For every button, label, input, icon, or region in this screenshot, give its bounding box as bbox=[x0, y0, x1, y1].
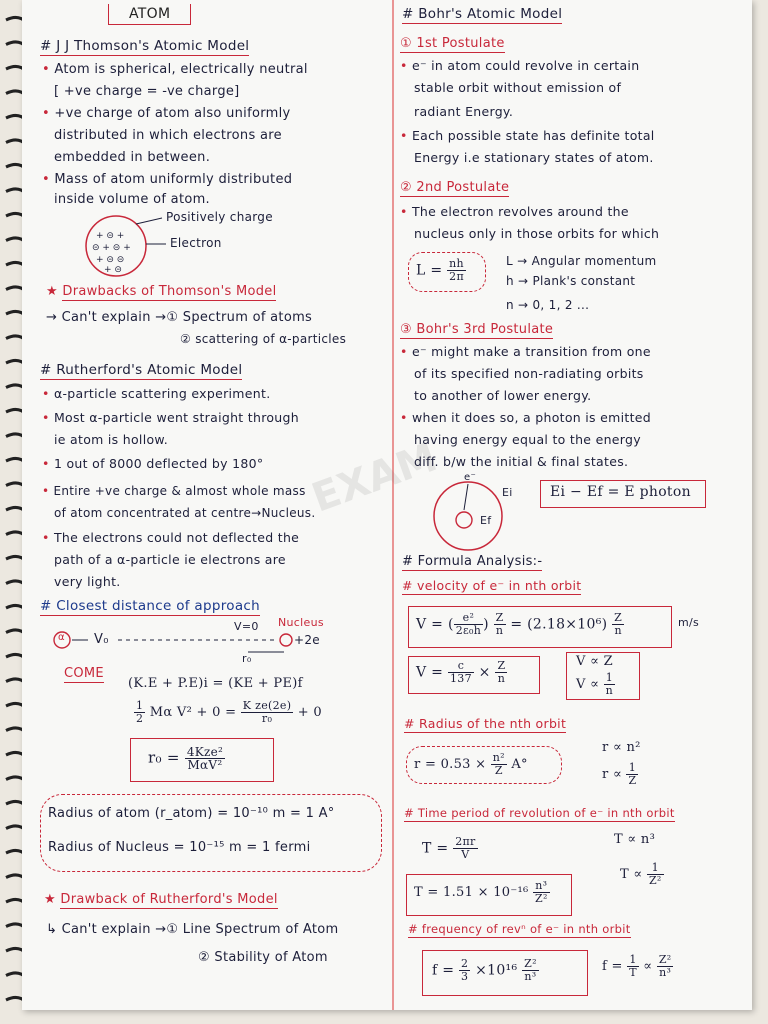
p3-b1c: to another of lower energy. bbox=[414, 388, 592, 403]
def-n: n → 0, 1, 2 ... bbox=[506, 298, 590, 312]
thomson-heading: # J J Thomson's Atomic Model bbox=[40, 38, 250, 54]
velocity-prop1: V ∝ Z bbox=[576, 654, 613, 669]
radius-nucleus: Radius of Nucleus = 10⁻¹⁵ m = 1 fermi bbox=[48, 840, 311, 855]
label-ei: Ei bbox=[502, 486, 513, 499]
photon-eq: Ei − Ef = E photon bbox=[550, 484, 691, 500]
rutherford-b4a: Entire +ve charge & almost whole mass bbox=[53, 484, 306, 498]
thomson-b2c: embedded in between. bbox=[54, 150, 211, 165]
thomson-drawbacks-line: → Can't explain →① Spectrum of atoms bbox=[46, 310, 313, 325]
p3-b1a: e⁻ might make a transition from one bbox=[411, 344, 651, 359]
label-r0: r₀ bbox=[242, 652, 252, 665]
thomson-b1a: • Atom is spherical, electrically neutral bbox=[42, 62, 308, 77]
rutherford-b3: 1 out of 8000 deflected by 180° bbox=[53, 456, 264, 471]
radius-eq: r = 0.53 × $\frac{\text{n²}}{Z}$ A° bbox=[414, 751, 528, 777]
p2-b1a: The electron revolves around the bbox=[411, 204, 629, 219]
def-h: h → Plank's constant bbox=[506, 274, 636, 288]
thomson-b2a: • +ve charge of atom also uniformly bbox=[42, 106, 291, 121]
column-divider bbox=[392, 0, 394, 1010]
thomson-drawbacks-heading: Drawbacks of Thomson's Model bbox=[62, 284, 277, 299]
time-heading: # Time period of revolution of e⁻ in nth orbit bbox=[404, 806, 675, 820]
thomson-b3a: • Mass of atom uniformly distributed bbox=[42, 172, 293, 187]
p2-heading: ② 2nd Postulate bbox=[400, 180, 510, 195]
p3-b2c: diff. b/w the initial & final states. bbox=[414, 454, 629, 469]
bohr-heading: # Bohr's Atomic Model bbox=[402, 6, 563, 22]
closest-heading: # Closest distance of approach bbox=[40, 598, 260, 614]
label-nucleus: Nucleus bbox=[278, 616, 324, 629]
def-l: L → Angular momentum bbox=[506, 254, 657, 268]
rutherford-drawbacks-heading: Drawback of Rutherford's Model bbox=[60, 892, 278, 907]
rutherford-b1: α-particle scattering experiment. bbox=[53, 386, 271, 401]
l-formula: L = $\frac{nh}{2\pi}$ bbox=[416, 257, 464, 283]
velocity2-eq: V = $\frac{c}{137}$ × $\frac{Z}{n}$ bbox=[416, 659, 506, 685]
rutherford-b4b: of atom concentrated at centre→Nucleus. bbox=[54, 506, 316, 520]
energy-equation-2: $\frac{1}{2}$ Mα V² + 0 = $\frac{\text{K ze(2e)}}{\text{r₀}}$ + 0 bbox=[136, 699, 322, 725]
rutherford-b5b: path of a α-particle ie electrons are bbox=[54, 552, 286, 567]
freq-heading: # frequency of revⁿ of e⁻ in nth orbit bbox=[408, 922, 631, 936]
velocity-prop2: V ∝ $\frac{1}{n}$ bbox=[576, 671, 614, 697]
p3-b1b: of its specified non-radiating orbits bbox=[414, 366, 644, 381]
energy-equation: (K.E + P.E)i = (KE + PE)f bbox=[128, 676, 303, 691]
p1-b1a: e⁻ in atom could revolve in certain bbox=[411, 58, 640, 73]
alpha-symbol: α bbox=[58, 632, 65, 643]
rutherford-b2b: ie atom is hollow. bbox=[54, 432, 169, 447]
rutherford-b5c: very light. bbox=[54, 574, 121, 589]
p1-heading: ① 1st Postulate bbox=[400, 36, 505, 51]
thomson-b2b: distributed in which electrons are bbox=[54, 128, 282, 143]
radius-atom: Radius of atom (r_atom) = 10⁻¹⁰ m = 1 A° bbox=[48, 806, 335, 821]
rutherford-b2a: Most α-particle went straight through bbox=[53, 410, 299, 425]
p1-b2b: Energy i.e stationary states of atom. bbox=[414, 150, 654, 165]
rutherford-heading: # Rutherford's Atomic Model bbox=[40, 362, 243, 378]
freq-eq2: f = $\frac{1}{T}$ ∝ $\frac{\text{Z²}}{\text{n³}}$ bbox=[602, 953, 672, 979]
thomson-b1b: [ +ve charge = -ve charge] bbox=[54, 84, 240, 99]
time-eq1: T = $\frac{2\pi r}{V}$ bbox=[422, 835, 476, 861]
formula-heading: # Formula Analysis:- bbox=[402, 554, 543, 569]
velocity-heading: # velocity of e⁻ in nth orbit bbox=[402, 578, 582, 593]
velocity-eq: V = ( $\frac{\text{e²}}{\text{2ε₀h}}$ ) $\frac{Z}{n}$ = (2.18×10⁶) $\frac{Z}{n}$ bbox=[416, 611, 623, 637]
label-vzero: V=0 bbox=[234, 620, 259, 633]
freq-eq: f = $\frac{2}{3}$ ×10¹⁶ $\frac{\text{Z²}}{\text{n³}}$ bbox=[432, 957, 537, 983]
watermark: EXAM bbox=[306, 434, 443, 522]
radius-heading: # Radius of the nth orbit bbox=[404, 716, 567, 731]
label-eminus: e⁻ bbox=[464, 472, 477, 483]
r0-formula: r₀ = $\frac{\text{4Kze²}}{\text{MαV²}}$ bbox=[148, 745, 224, 772]
time-prop1: T ∝ n³ bbox=[614, 832, 656, 847]
p1-b1b: stable orbit without emission of bbox=[414, 80, 622, 95]
label-charge: +2e bbox=[294, 633, 320, 647]
thomson-b3b: inside volume of atom. bbox=[54, 192, 210, 207]
p1-b1c: radiant Energy. bbox=[414, 104, 514, 119]
rutherford-drawbacks-item2: ② Stability of Atom bbox=[198, 950, 328, 965]
radius-prop2: r ∝ $\frac{1}{Z}$ bbox=[602, 761, 637, 787]
time-prop2: T ∝ $\frac{1}{\text{Z²}}$ bbox=[620, 861, 662, 887]
velocity-unit: m/s bbox=[678, 616, 700, 629]
p3-heading: ③ Bohr's 3rd Postulate bbox=[400, 322, 554, 337]
label-electron: Electron bbox=[170, 236, 222, 250]
come-label: COME bbox=[64, 666, 104, 681]
radius-prop1: r ∝ n² bbox=[602, 740, 641, 755]
svg-text:⊝ + ⊝ +: ⊝ + ⊝ + bbox=[92, 243, 131, 253]
page-title: ATOM bbox=[108, 4, 191, 25]
p1-b2a: Each possible state has definite total bbox=[411, 128, 655, 143]
svg-text:+ ⊝: + ⊝ bbox=[104, 265, 122, 275]
label-positive: Positively charge bbox=[166, 210, 273, 224]
thomson-drawbacks-item2: ② scattering of α-particles bbox=[180, 332, 347, 346]
p3-b2b: having energy equal to the energy bbox=[414, 432, 641, 447]
p2-b1b: nucleus only in those orbits for which bbox=[414, 226, 660, 241]
rutherford-drawbacks-line: ↳ Can't explain →① Line Spectrum of Atom bbox=[46, 922, 339, 937]
p3-b2a: when it does so, a photon is emitted bbox=[411, 410, 652, 425]
label-ef: Ef bbox=[480, 514, 492, 527]
rutherford-b5a: The electrons could not deflected the bbox=[53, 530, 300, 545]
svg-text:+ ⊝ ⊝: + ⊝ ⊝ bbox=[96, 255, 125, 265]
svg-text:+ ⊝ +: + ⊝ + bbox=[96, 231, 125, 241]
time-eq2: T = 1.51 × 10⁻¹⁶ $\frac{\text{n³}}{\text{Z²}}$ bbox=[414, 879, 548, 905]
label-v0: V₀ bbox=[94, 632, 109, 647]
